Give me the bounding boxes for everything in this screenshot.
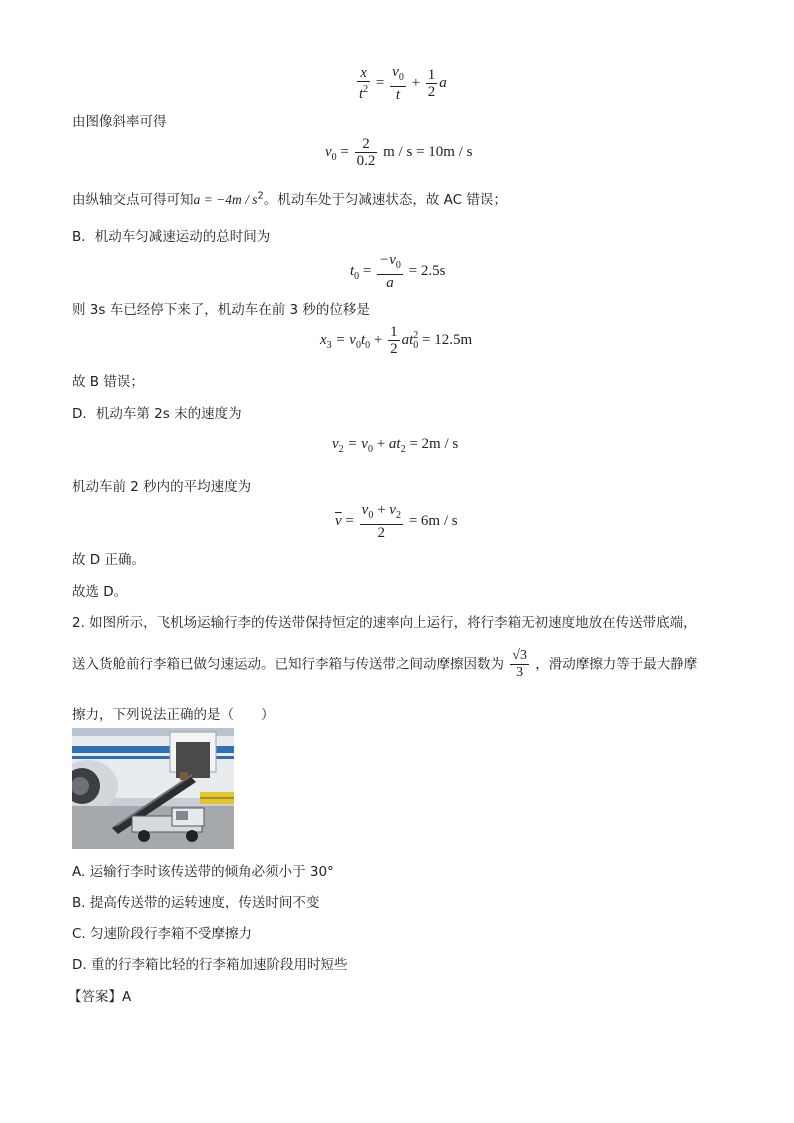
question-line: 擦力，下列说法正确的是（ ） — [72, 707, 275, 723]
formula-text: = 6m / s — [408, 512, 458, 529]
formula-text: x — [320, 331, 327, 348]
formula-text: = 12.5m — [422, 331, 473, 348]
formula-text: = v — [335, 331, 356, 348]
formula-text: a — [386, 275, 394, 291]
formula-text: a — [439, 74, 447, 91]
text-line: 故 D 正确。 — [72, 552, 145, 568]
formula-text: t — [350, 262, 355, 279]
formula-text: v — [361, 502, 369, 518]
formula-text: −v — [379, 252, 396, 268]
formula-vavg: $\overline{v}$ = $\frac{v_0 + v_2}{2}$ = 6m / s — [335, 502, 458, 541]
text-line: B．机动车匀减速运动的总时间为 — [72, 229, 271, 245]
formula-text: 3 — [516, 665, 524, 680]
option-a: A. 运输行李时该传送带的倾角必须小于 30° — [72, 864, 334, 880]
text-span: 送入货舱前行李箱已做匀速运动。已知行李箱与传送带之间动摩擦因数为 — [72, 656, 504, 673]
answer-value: A — [122, 989, 132, 1005]
text-span: ，滑动摩擦力等于最大静摩 — [535, 656, 698, 673]
formula-text: t — [359, 86, 364, 102]
formula-x3: $x_3 = v_0t_0$ + $\frac{1}{2}$ $at_0^2 = 12.5m$ — [320, 324, 473, 357]
text-span: 由纵轴交点可得可知 — [72, 192, 194, 208]
formula-text: 0.2 — [356, 153, 376, 169]
answer-label: 【答案】 — [68, 989, 122, 1005]
formula-text: = 2.5s — [408, 262, 446, 279]
formula-text: m / s = 10m / s — [383, 143, 473, 160]
formula-text: = v — [347, 436, 368, 452]
option-b: B. 提高传送带的运转速度，传送时间不变 — [72, 895, 320, 911]
conveyor-photo-illustration — [72, 728, 234, 849]
text-line: 故选 D。 — [72, 584, 128, 600]
formula-t0: $t_0$ = $\frac{-v_0}{a}$ = 2.5s — [350, 252, 446, 291]
formula-text: + — [373, 331, 383, 348]
text-line: D．机动车第 2s 末的速度为 — [72, 406, 242, 422]
formula-text: 2 — [355, 136, 378, 153]
formula-text: √3 — [512, 648, 527, 663]
answer-line — [68, 985, 131, 1005]
text-line: 故 B 错误； — [72, 374, 144, 390]
formula-v0: $v_0$ = $\frac{2}{0.2}$ m / s = 10m / s — [325, 136, 473, 169]
text-line: 由图像斜率可得 — [72, 114, 167, 130]
formula-v2: $v_2 = v_0 + at_2 = 2m / s$ — [332, 436, 459, 455]
formula-text: t — [395, 87, 401, 103]
formula-text: 2 — [390, 341, 398, 357]
formula-text: = 2m / s — [409, 436, 459, 452]
question-line: 2. 如图所示，飞机场运输行李的传送带保持恒定的速率向上运行，将行李箱无初速度地放在传送带底端， — [72, 615, 697, 631]
formula-text: = — [375, 74, 385, 91]
question-line — [72, 648, 697, 681]
formula-text: + — [411, 74, 421, 91]
formula-text: v — [325, 143, 332, 160]
formula-top: $\frac{x}{t^2}$ = $\frac{v_0}{t}$ + $\frac{1}{2}$ a — [359, 64, 447, 103]
text-line: 则 3s 车已经停下来了，机动车在前 3 秒的位移是 — [72, 302, 370, 318]
text-line: 由纵轴交点可得可知$a = -4m / s^2$。机动车处于匀减速状态，故 AC 错误； — [72, 190, 507, 208]
option-c: C. 匀速阶段行李箱不受摩擦力 — [72, 926, 253, 942]
formula-text: v — [392, 64, 399, 80]
formula-text: 2 — [427, 84, 436, 100]
formula-text: t — [360, 331, 366, 348]
formula-text: 1 — [390, 324, 398, 340]
text-line: 机动车前 2 秒内的平均速度为 — [72, 479, 252, 495]
text-span: 。机动车处于匀减速状态，故 AC 错误； — [263, 192, 507, 208]
formula-text: 1 — [427, 67, 436, 83]
formula-text: 2 — [377, 525, 386, 541]
formula-text: x — [360, 65, 367, 81]
option-d: D. 重的行李箱比轻的行李箱加速阶段用时短些 — [72, 957, 348, 973]
formula-text: a = −4m / s — [193, 192, 258, 207]
conveyor-photo — [72, 728, 234, 849]
